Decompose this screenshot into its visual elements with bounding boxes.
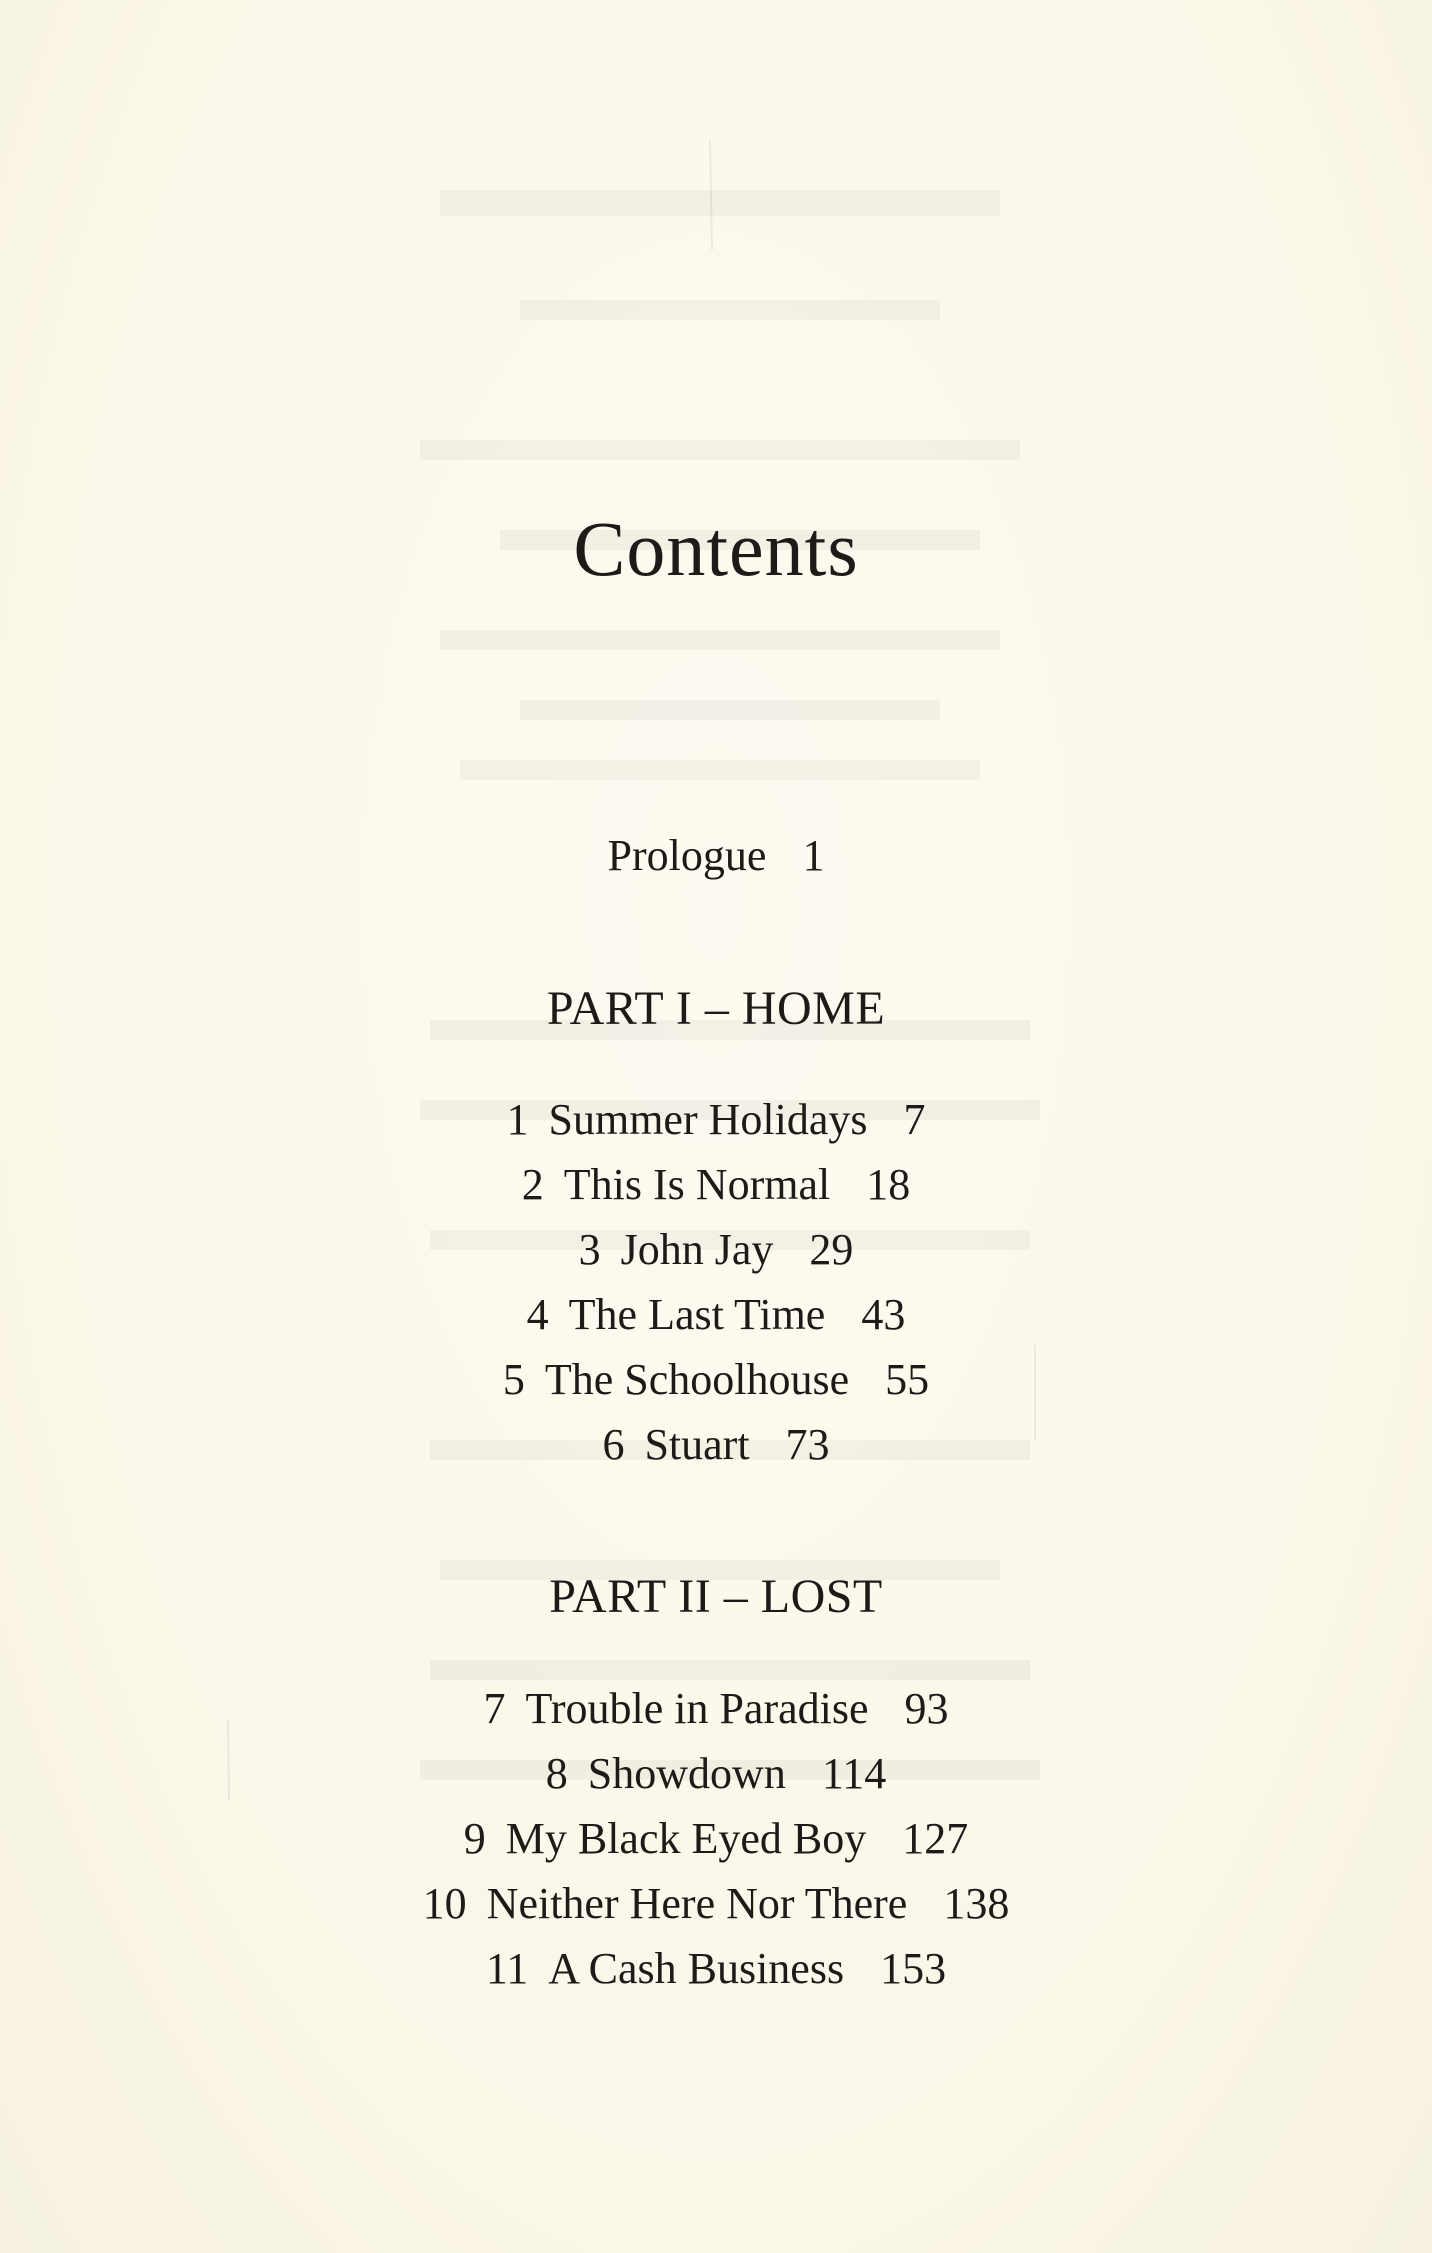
toc-entry [0, 1160, 1432, 1228]
chapter-number: 6 [602, 1420, 625, 1469]
chapter-page: 29 [809, 1225, 854, 1274]
prologue-entry [0, 831, 1432, 880]
toc-entry [0, 1355, 1432, 1423]
chapter-title: Summer Holidays [548, 1095, 868, 1144]
chapter-page: 138 [943, 1879, 1010, 1928]
chapter-title: John Jay [620, 1225, 774, 1274]
chapter-page: 93 [904, 1684, 949, 1733]
page-title: Contents [573, 505, 859, 592]
chapter-number: 8 [545, 1749, 568, 1798]
toc-entry [0, 1749, 1432, 1817]
chapter-number: 5 [502, 1355, 525, 1404]
chapter-page: 55 [885, 1355, 930, 1404]
toc-entry [0, 1684, 1432, 1752]
chapter-page: 127 [902, 1814, 969, 1863]
chapter-number: 4 [526, 1290, 549, 1339]
part-2-chapter-list [0, 1684, 1432, 2012]
chapter-title: Showdown [587, 1749, 786, 1798]
chapter-title: My Black Eyed Boy [505, 1814, 867, 1863]
chapter-page: 153 [880, 1944, 947, 1993]
toc-entry [0, 1290, 1432, 1358]
part-heading-2: PART II – LOST [549, 1570, 883, 1623]
chapter-page: 18 [866, 1160, 911, 1209]
chapter-number: 9 [463, 1814, 486, 1863]
toc-entry [0, 1420, 1432, 1488]
chapter-number: 2 [521, 1160, 544, 1209]
part-1-chapter-list [0, 1095, 1432, 1488]
toc-entry [0, 1225, 1432, 1293]
chapter-title: The Schoolhouse [544, 1355, 850, 1404]
chapter-title: This Is Normal [563, 1160, 831, 1209]
chapter-title: Neither Here Nor There [486, 1879, 908, 1928]
chapter-title: The Last Time [568, 1290, 826, 1339]
chapter-title: Stuart [644, 1420, 750, 1469]
prologue-label: Prologue [607, 831, 767, 880]
toc-entry [0, 1095, 1432, 1163]
prologue-page: 1 [802, 831, 825, 880]
chapter-number: 11 [485, 1944, 529, 1993]
chapter-number: 10 [422, 1879, 467, 1928]
chapter-page: 7 [903, 1095, 926, 1144]
chapter-page: 114 [821, 1749, 887, 1798]
part-heading-1: PART I – HOME [546, 982, 886, 1035]
chapter-number: 3 [578, 1225, 601, 1274]
toc-entry [0, 1814, 1432, 1882]
chapter-title: A Cash Business [548, 1944, 845, 1993]
toc-entry [0, 1944, 1432, 2012]
chapter-number: 1 [506, 1095, 529, 1144]
chapter-page: 43 [861, 1290, 906, 1339]
chapter-page: 73 [785, 1420, 830, 1469]
toc-entry [0, 1879, 1432, 1947]
chapter-number: 7 [483, 1684, 506, 1733]
chapter-title: Trouble in Paradise [525, 1684, 869, 1733]
